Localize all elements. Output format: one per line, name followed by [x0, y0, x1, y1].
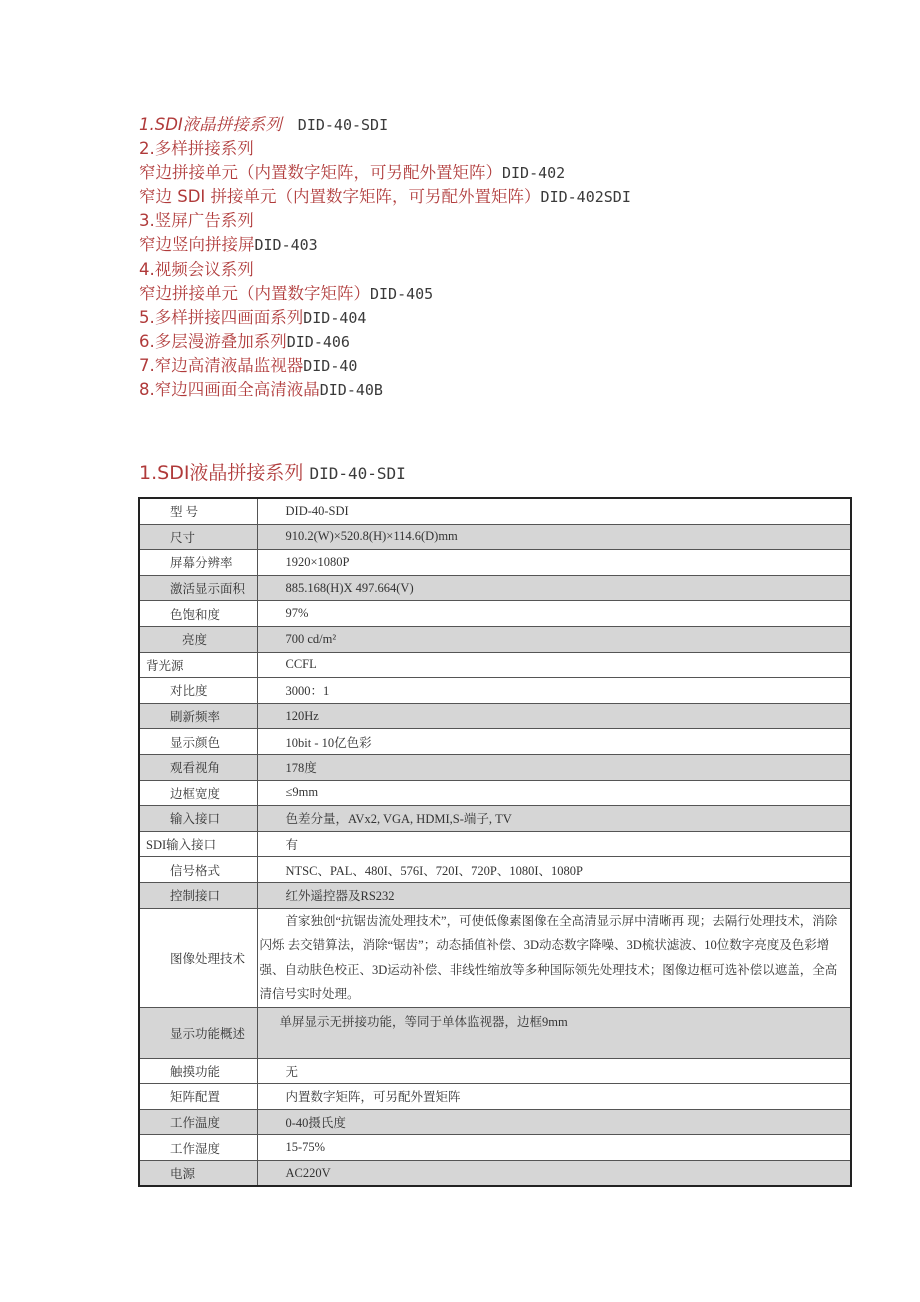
spec-table — [138, 497, 852, 1187]
spec-row — [139, 678, 851, 704]
series-index-title: 6.多层漫游叠加系列 — [139, 331, 287, 351]
spec-row — [139, 729, 851, 755]
spec-label: 观看视角 — [139, 754, 257, 780]
spec-row — [139, 780, 851, 806]
spec-row — [139, 575, 851, 601]
spec-label: 矩阵配置 — [139, 1084, 257, 1110]
spec-value: 0-40摄氏度 — [257, 1109, 851, 1135]
spec-label: 显示功能概述 — [139, 1007, 257, 1058]
series-index-title: 窄边竖向拼接屏 — [139, 235, 255, 255]
series-index-list — [139, 113, 859, 402]
series-index-title: 窄边拼接单元（内置数字矩阵，可另配外置矩阵） — [139, 163, 502, 183]
section-model: DID-40-SDI — [309, 464, 406, 483]
spec-value: 178度 — [257, 754, 851, 780]
spec-row — [139, 908, 851, 1007]
spec-value: 910.2(W)×520.8(H)×114.6(D)mm — [257, 524, 851, 550]
series-index-title: 窄边 SDI 拼接单元（内置数字矩阵，可另配外置矩阵） — [139, 187, 541, 207]
spec-label: 输入接口 — [139, 806, 257, 832]
spec-row — [139, 831, 851, 857]
series-index-item — [139, 209, 859, 233]
spec-row — [139, 1084, 851, 1110]
series-index-model: DID-406 — [286, 332, 350, 351]
series-index-title: 2.多样拼接系列 — [139, 139, 254, 159]
series-index-model: DID-402SDI — [540, 188, 631, 207]
spec-value: 15-75% — [257, 1135, 851, 1161]
series-index-model: DID-403 — [254, 236, 318, 255]
spec-row — [139, 806, 851, 832]
spec-row — [139, 882, 851, 908]
spec-value: 885.168(H)X 497.664(V) — [257, 575, 851, 601]
spec-label: 色饱和度 — [139, 601, 257, 627]
spec-label: 型 号 — [139, 498, 257, 524]
spec-table-body — [139, 498, 851, 1186]
spec-label: 激活显示面积 — [139, 575, 257, 601]
series-index-model: DID-40B — [319, 381, 383, 400]
series-index-item — [139, 354, 859, 378]
spec-value: 3000：1 — [257, 678, 851, 704]
spec-label: 显示颜色 — [139, 729, 257, 755]
spec-row — [139, 601, 851, 627]
series-index-item — [139, 330, 859, 354]
series-index-item — [139, 185, 859, 209]
spec-label: 电源 — [139, 1160, 257, 1186]
series-index-item — [139, 306, 859, 330]
spec-row — [139, 1135, 851, 1161]
spec-value: 内置数字矩阵，可另配外置矩阵 — [257, 1084, 851, 1110]
spec-row — [139, 754, 851, 780]
spec-row — [139, 1007, 851, 1058]
spec-row — [139, 498, 851, 524]
spec-value: ≤9mm — [257, 780, 851, 806]
series-index-title: 4.视频会议系列 — [139, 259, 254, 279]
spec-value: 红外遥控器及RS232 — [257, 882, 851, 908]
spec-label: 控制接口 — [139, 882, 257, 908]
series-index-item — [139, 113, 859, 137]
spec-value: NTSC、PAL、480I、576I、720I、720P、1080I、1080P — [257, 857, 851, 883]
spec-value: 97% — [257, 601, 851, 627]
series-index-title: 窄边拼接单元（内置数字矩阵） — [139, 283, 370, 303]
series-index-item — [139, 258, 859, 282]
spec-row — [139, 703, 851, 729]
spec-row — [139, 626, 851, 652]
spec-value: 700 cd/m² — [257, 626, 851, 652]
spec-row — [139, 857, 851, 883]
spec-label: 图像处理技术 — [139, 908, 257, 1007]
spec-value: 10bit - 10亿色彩 — [257, 729, 851, 755]
spec-label: 对比度 — [139, 678, 257, 704]
spec-row — [139, 1058, 851, 1084]
series-index-title: 1.SDI液晶拼接系列 — [139, 115, 282, 134]
series-index-item — [139, 161, 859, 185]
series-index-title: 7.窄边高清液晶监视器 — [139, 355, 304, 375]
spec-value: CCFL — [257, 652, 851, 678]
spec-label: 边框宽度 — [139, 780, 257, 806]
series-index-item — [139, 233, 859, 257]
spec-label: 工作温度 — [139, 1109, 257, 1135]
spec-value: AC220V — [257, 1160, 851, 1186]
spec-value: 色差分量，AVx2, VGA, HDMI,S-端子, TV — [257, 806, 851, 832]
series-index-item — [139, 282, 859, 306]
spec-label: 尺寸 — [139, 524, 257, 550]
series-index-item — [139, 378, 859, 402]
spec-label: 触摸功能 — [139, 1058, 257, 1084]
spec-value: 单屏显示无拼接功能，等同于单体监视器，边框9mm — [257, 1007, 851, 1058]
spec-value: DID-40-SDI — [257, 498, 851, 524]
series-index-model: DID-405 — [370, 284, 434, 303]
spec-row — [139, 524, 851, 550]
series-index-item — [139, 137, 859, 161]
series-index-model: DID-404 — [303, 308, 367, 327]
spec-value: 120Hz — [257, 703, 851, 729]
spec-label: 亮度 — [139, 626, 257, 652]
series-index-model: DID-402 — [502, 164, 566, 183]
spec-value: 无 — [257, 1058, 851, 1084]
spec-value: 1920×1080P — [257, 550, 851, 576]
spec-label: SDI输入接口 — [139, 831, 257, 857]
spec-row — [139, 652, 851, 678]
section-heading — [139, 458, 406, 489]
series-index-model: DID-40-SDI — [297, 116, 389, 134]
spec-row — [139, 550, 851, 576]
spec-label: 刷新频率 — [139, 703, 257, 729]
spec-label: 背光源 — [139, 652, 257, 678]
spec-label: 工作湿度 — [139, 1135, 257, 1161]
series-index-title: 5.多样拼接四画面系列 — [139, 307, 304, 327]
series-index-title: 3.竖屏广告系列 — [139, 211, 254, 231]
spec-label: 信号格式 — [139, 857, 257, 883]
spec-label: 屏幕分辨率 — [139, 550, 257, 576]
section-title: 1.SDI液晶拼接系列 — [139, 462, 304, 484]
series-index-title: 8.窄边四画面全高清液晶 — [139, 380, 320, 400]
spec-row — [139, 1109, 851, 1135]
series-index-model: DID-40 — [303, 356, 358, 375]
spec-value: 有 — [257, 831, 851, 857]
spec-row — [139, 1160, 851, 1186]
spec-value: 首家独创“抗锯齿流处理技术”，可使低像素图像在全高清显示屏中清晰再 现；去隔行处理技术，消除闪烁 去交错算法，消除“锯齿”；动态插值补偿、3D动态数字降噪、3D梳状滤波、10位数字亮度及色彩增强、自动肤色校正、3D运动补偿、非线性缩放等多种国际领先处理技术；图像边框可选补偿以遮盖，全高清信号实时处理。 — [257, 908, 851, 1007]
